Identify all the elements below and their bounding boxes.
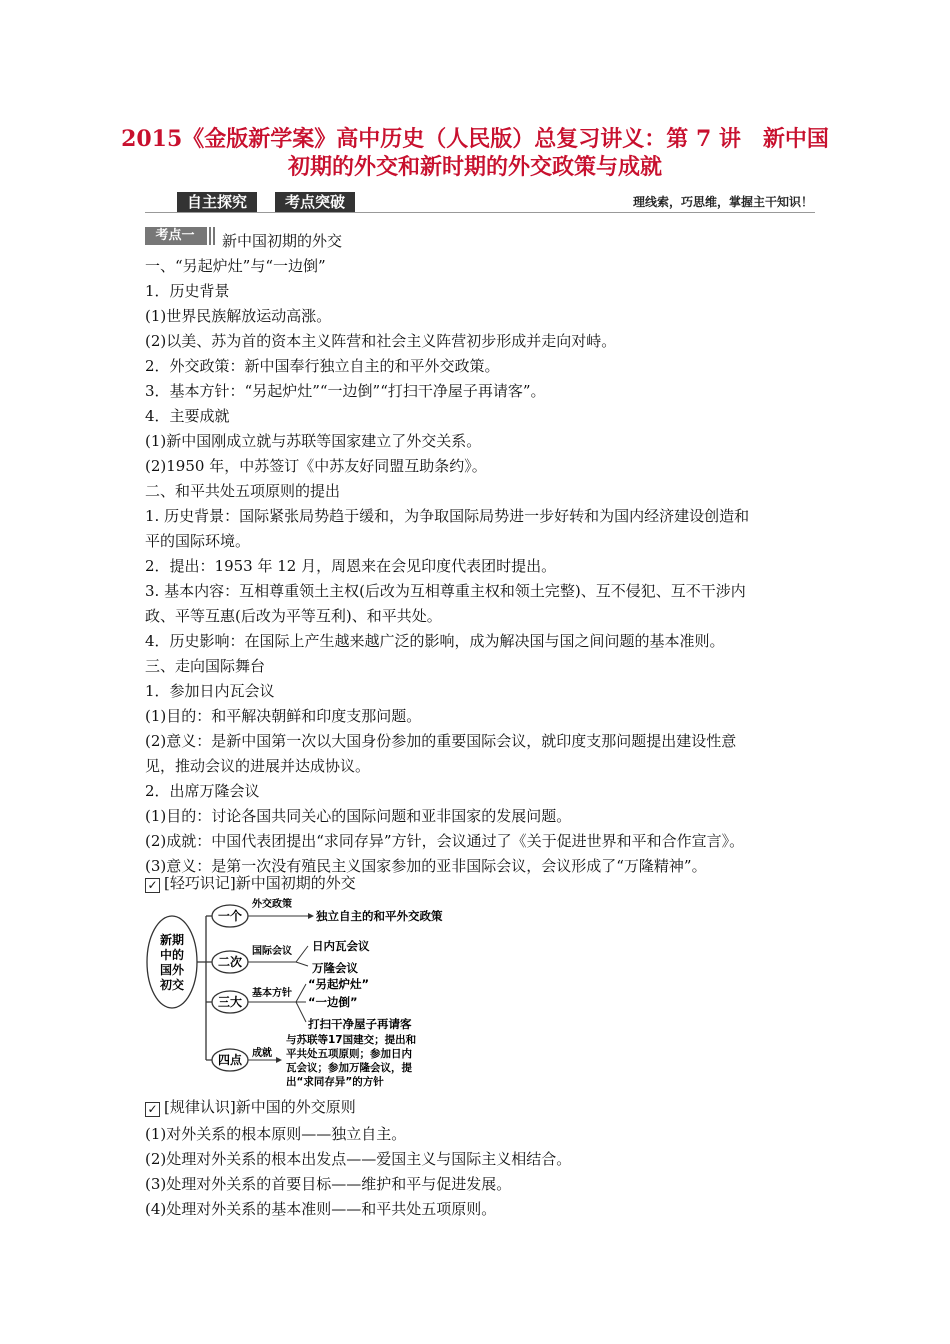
node-1-item: 独立自主的和平外交政策	[316, 909, 443, 923]
body-line: 2．外交政策：新中国奉行独立自主的和平外交政策。	[145, 357, 500, 375]
arrowhead	[308, 913, 314, 919]
body-line: (2)1950 年，中苏签订《中苏友好同盟互助条约》。	[145, 457, 487, 475]
memo-heading	[145, 873, 356, 893]
rule-line: (2)处理对外关系的根本出发点——爱国主义与国际主义相结合。	[145, 1150, 572, 1168]
body-line: (1)新中国刚成立就与苏联等国家建立了外交关系。	[145, 432, 482, 450]
node-4-label: 成就	[252, 1048, 272, 1059]
checkbox-icon: ✓	[145, 1102, 160, 1117]
node-2-text: 二次	[217, 955, 243, 969]
node-2-item: 日内瓦会议	[312, 939, 370, 953]
section-bar	[145, 192, 815, 216]
body-line: (1)世界民族解放运动高涨。	[145, 307, 332, 325]
node-3-label: 基本方针	[252, 988, 292, 999]
arrowhead	[276, 1057, 282, 1063]
node-4-text-line: 平共处五项原则；参加日内	[286, 1048, 412, 1060]
node-4-text-line: 出“求同存异”的方针	[286, 1076, 384, 1088]
center-text: 新期	[159, 933, 185, 947]
center-text: 国外	[159, 963, 185, 977]
rule-heading-text: [规律认识]新中国的外交原则	[164, 1098, 356, 1116]
kaodian-badge: 考点一	[145, 227, 205, 245]
body-line: 3．基本方针：“另起炉灶”“一边倒”“打扫干净屋子再请客”。	[145, 382, 546, 400]
body-line: 2．提出：1953 年 12 月，周恩来在会见印度代表团时提出。	[145, 557, 557, 575]
center-text: 中的	[159, 948, 185, 962]
body-line: 2．出席万隆会议	[145, 782, 260, 800]
node-2-item: 万隆会议	[312, 961, 358, 975]
body-line: 一、“另起炉灶”与“一边倒”	[145, 257, 326, 275]
section-divider	[145, 212, 815, 213]
body-line: 4．历史影响：在国际上产生越来越广泛的影响，成为解决国与国之间问题的基本准则。	[145, 632, 725, 650]
mindmap-diagram	[140, 892, 480, 1092]
document-title-line2: 初期的外交和新时期的外交政策与成就	[287, 154, 662, 180]
center-text: 初交	[159, 978, 185, 992]
node-4-text-line: 瓦会议；参加万隆会议，提	[286, 1062, 412, 1074]
node-1-text: 一个	[217, 909, 243, 923]
body-line: 1．历史背景	[145, 282, 230, 300]
body-line: 三、走向国际舞台	[145, 657, 266, 675]
body-line: 见，推动会议的进展并达成协议。	[145, 757, 371, 775]
branch-lines	[197, 916, 212, 1060]
body-line: (2)成就：中国代表团提出“求同存异”方针，会议通过了《关于促进世界和平和合作宣言》。	[145, 832, 745, 850]
body-line: (2)以美、苏为首的资本主义阵营和社会主义阵营初步形成并走向对峙。	[145, 332, 617, 350]
tab-kaodian-tupo: 考点突破	[275, 192, 355, 212]
node-3-item: “另起炉灶”	[308, 977, 370, 991]
node-3-item: “一边倒”	[308, 995, 358, 1009]
tab-zizhu-tanjiu: 自主探究	[177, 192, 257, 212]
rule-line: (4)处理对外关系的基本准则——和平共处五项原则。	[145, 1200, 497, 1218]
body-line: (2)意义：是新中国第一次以大国身份参加的重要国际会议，就印度支那问题提出建设性意	[145, 732, 737, 750]
body-line: (1)目的：和平解决朝鲜和印度支那问题。	[145, 707, 422, 725]
node-3-item: 打扫干净屋子再请客	[308, 1017, 412, 1031]
center-node	[147, 916, 197, 1008]
node-2-label: 国际会议	[252, 946, 292, 957]
node-1-label: 外交政策	[252, 899, 292, 910]
node-4-text-line: 与苏联等17国建交；提出和	[286, 1034, 417, 1046]
body-line: 政、平等互惠(后改为平等互利)、和平共处。	[145, 607, 442, 625]
node-3-text: 三大	[217, 995, 243, 1009]
rule-heading	[145, 1097, 356, 1117]
body-line: 3. 基本内容：互相尊重领土主权(后改为互相尊重主权和领土完整)、互不侵犯、互不干涉内	[145, 582, 746, 600]
rule-line: (3)处理对外关系的首要目标——维护和平与促进发展。	[145, 1175, 512, 1193]
kaodian-title: 新中国初期的外交	[222, 232, 343, 250]
body-line: (1)目的：讨论各国共同关心的国际问题和亚非国家的发展问题。	[145, 807, 572, 825]
body-line: 二、和平共处五项原则的提出	[145, 482, 341, 500]
document-title-line1: 2015《金版新学案》高中历史（人民版）总复习讲义：第 7 讲 新中国	[121, 126, 829, 152]
node-4-text: 四点	[217, 1053, 243, 1067]
badge-stripes	[205, 227, 215, 245]
memo-heading-text: [轻巧识记]新中国初期的外交	[164, 874, 356, 892]
body-line: 4．主要成就	[145, 407, 230, 425]
tagline: 理线索，巧思维，掌握主干知识！	[632, 195, 813, 209]
body-line: 平的国际环境。	[145, 532, 251, 550]
checkbox-icon: ✓	[145, 878, 160, 893]
body-line: 1．参加日内瓦会议	[145, 682, 275, 700]
body-line: 1. 历史背景：国际紧张局势趋于缓和，为争取国际局势进一步好转和为国内经济建设创造和	[145, 507, 750, 525]
rule-line: (1)对外关系的根本原则——独立自主。	[145, 1125, 407, 1143]
body-line: (3)意义：是第一次没有殖民主义国家参加的亚非国际会议，会议形成了“万隆精神”。	[145, 857, 707, 875]
